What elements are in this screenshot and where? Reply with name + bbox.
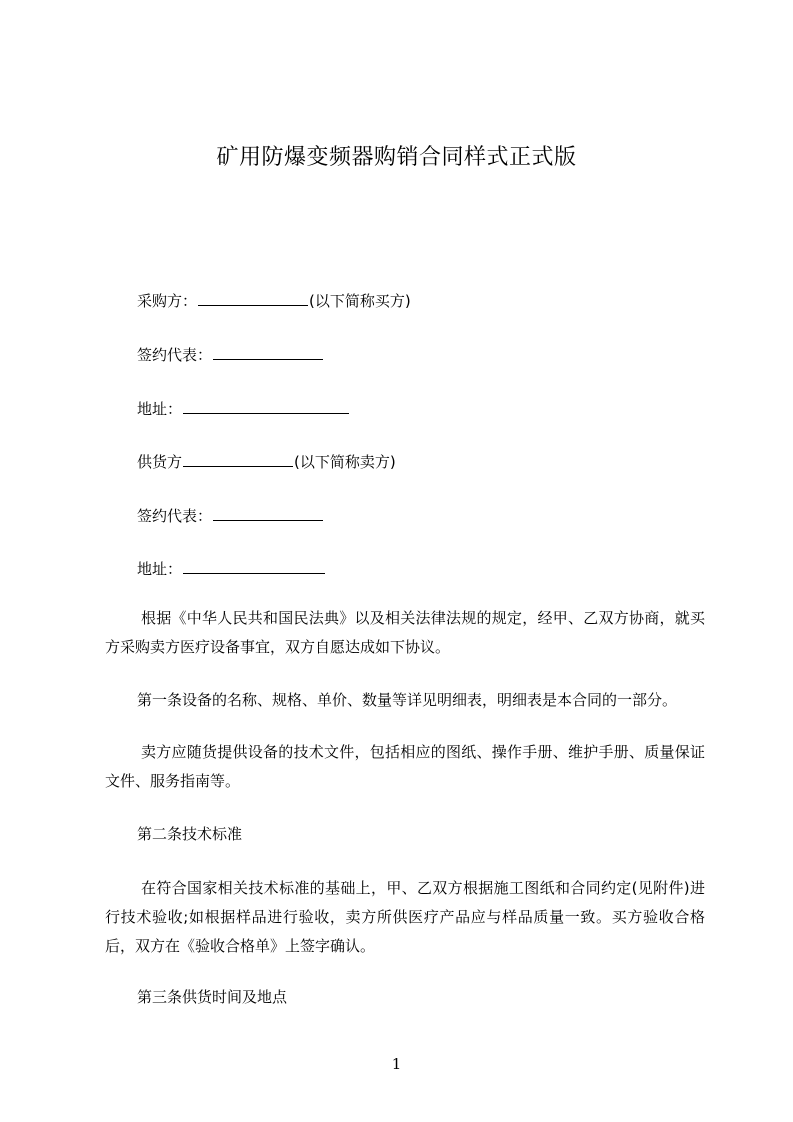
buyer-name-blank [198,291,308,306]
seller-label: 供货方 [137,453,183,471]
buyer-line [137,291,411,311]
article-2-heading: 第二条技术标准 [137,825,243,843]
buyer-rep-blank [213,345,323,360]
seller-name-blank [183,452,293,467]
article-2-body: 在符合国家相关技术标准的基础上，甲、乙双方根据施工图纸和合同约定(见附件)进行技术验收;如根据样品进行验收，卖方所供医疗产品应与样品质量一致。买方验收合格后，双方在《验收合格单》上签字确认。 [105,879,705,955]
seller-rep-line [137,506,324,526]
seller-rep-blank [213,506,323,521]
article-1-detail: 卖方应随货提供设备的技术文件，包括相应的图纸、操作手册、维护手册、质量保证文件、服务指南等。 [105,743,705,790]
seller-address-blank [183,559,325,574]
buyer-rep-label: 签约代表： [137,346,213,364]
seller-address-line [137,559,326,579]
seller-line [137,452,396,472]
preamble-paragraph: 根据《中华人民共和国民法典》以及相关法律法规的规定，经甲、乙双方协商，就买方采购卖方医疗设备事宜，双方自愿达成如下协议。 [105,609,705,656]
buyer-address-blank [183,399,349,414]
buyer-rep-line [137,345,324,365]
article-1: 第一条设备的名称、规格、单价、数量等详见明细表，明细表是本合同的一部分。 [137,691,678,709]
seller-rep-label: 签约代表： [137,507,213,525]
article-3-heading: 第三条供货时间及地点 [137,988,288,1006]
page-number: 1 [391,1055,402,1073]
buyer-suffix: (以下简称买方) [309,292,411,310]
document-title: 矿用防爆变频器购销合同样式正式版 [216,145,577,170]
buyer-label: 采购方： [137,292,198,310]
seller-suffix: (以下简称卖方) [294,453,396,471]
seller-address-label: 地址： [137,560,183,578]
buyer-address-label: 地址： [137,400,183,418]
buyer-address-line [137,399,350,419]
